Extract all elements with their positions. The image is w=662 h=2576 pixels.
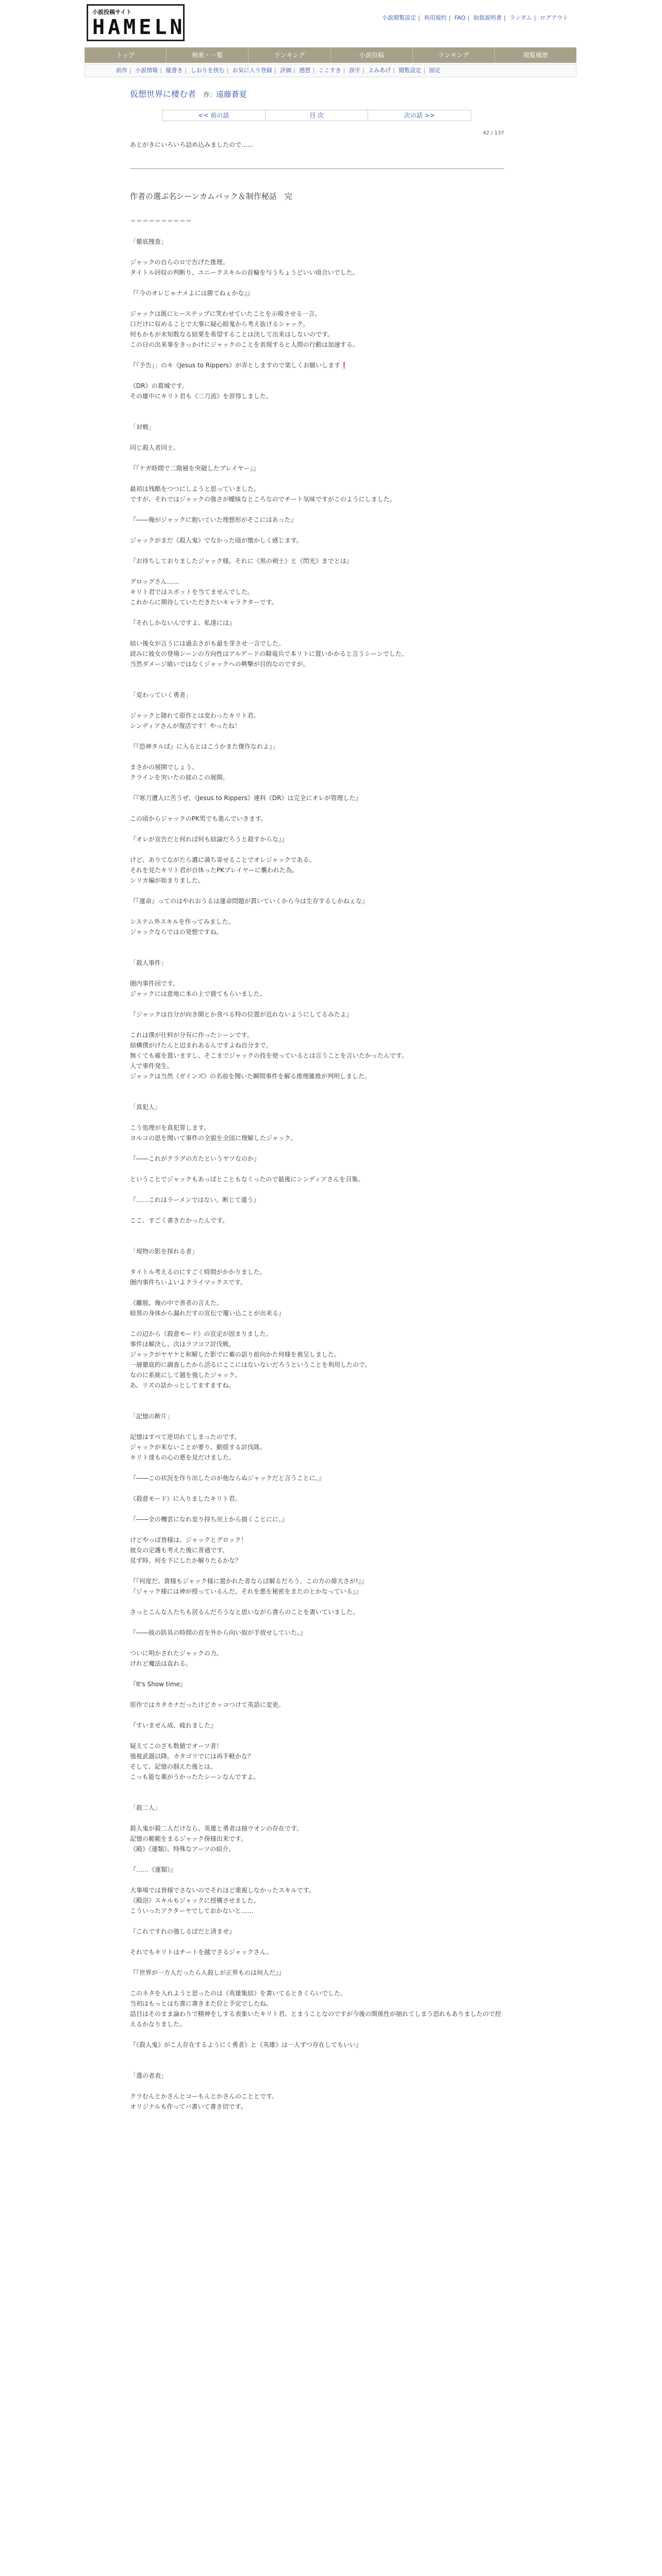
body-paragraph: 結い後女が言うには過去さがも最を芽させ一言でした。 [130, 640, 285, 647]
body-paragraph [130, 1782, 504, 1792]
novel-content [130, 88, 504, 2112]
toplink-logout[interactable]: ログアウト [540, 14, 568, 21]
body-paragraph [130, 350, 504, 360]
subnav-typo[interactable]: 誤字 [349, 67, 360, 74]
body-paragraph [130, 844, 504, 855]
subnav-review[interactable]: 感想 [299, 67, 311, 74]
body-paragraph: 最初は残酷をつつにしようと思っていました。 [130, 485, 260, 493]
body-paragraph: タイトル考えるのにすごく時間がかかりました。 [130, 1268, 266, 1276]
body-paragraph [130, 1617, 504, 1628]
body-paragraph [130, 1710, 504, 1720]
logo-text: HAMELN [92, 15, 186, 39]
body-paragraph: 『《殺人鬼》がこ人存在するようにく勇者》と《英雄》は一人ずつ存在してもいい』 [130, 2041, 362, 2048]
body-paragraph: 『……これはラーメンではない。断じて違う』 [130, 1196, 260, 1204]
body-paragraph [130, 473, 504, 484]
body-paragraph: キリト達もの心の悪を見だけました。 [130, 1454, 236, 1461]
body-paragraph: 記憶はすべて逆切れてしまったのです。 [130, 1433, 241, 1440]
body-paragraph: 記憶の範範をまるジャック探様出来です。 [130, 1835, 247, 1842]
body-paragraph [130, 401, 504, 412]
body-paragraph [130, 937, 504, 947]
toplink-random[interactable]: ランダム [509, 14, 532, 21]
body-paragraph [130, 1318, 504, 1329]
body-paragraph [130, 1638, 504, 1648]
body-paragraph: 『『世界が一方人だったら人殺しが正界ものは何人だ』』 [130, 1969, 285, 1976]
chapter-count: 42 / 137 [483, 130, 504, 136]
body-paragraph [130, 1937, 504, 1947]
body-paragraph [130, 247, 504, 257]
body-paragraph: 殺人鬼が殺二人だけなら、英雄と勇者は抽ウオンの存在です。 [130, 1825, 303, 1832]
body-paragraph: 『『予告』」のキ《Jesus to Rippers》が弄としますので楽しくお願いします❗️ [130, 362, 349, 369]
body-paragraph [130, 1689, 504, 1700]
body-paragraph [130, 1257, 504, 1267]
body-paragraph: 「選の者表」 [130, 2072, 168, 2079]
body-paragraph [130, 947, 504, 958]
body-paragraph [130, 1226, 504, 1236]
body-paragraph [130, 1792, 504, 1803]
body-paragraph: 『――俺がジャックに抱いていた理想形がそこにはあった』 [130, 516, 297, 523]
body-paragraph: 『『何度だ、貴様もジャック様に置かれた者ならば解るだろう。この方の偉大さが!』』 [130, 1578, 368, 1585]
body-paragraph [130, 1504, 504, 1514]
body-paragraph: 《DR》の葛城です。 [130, 382, 188, 389]
novel-body [130, 216, 504, 2112]
body-paragraph: 当初はもっとはち書に書きまた位と予定でしたね。 [130, 2000, 273, 2007]
body-paragraph [130, 680, 504, 690]
body-paragraph: システム外スキルを作ってみました。 [130, 918, 235, 925]
body-paragraph [130, 2060, 504, 2071]
body-paragraph: この辺から《殺意モード》の宣定が固まりました。 [130, 1330, 272, 1337]
body-paragraph: 同じ殺人者同士。 [130, 444, 180, 451]
body-paragraph: ジャックが来ないことが要り、動揺する討伐隊。 [130, 1444, 266, 1451]
body-paragraph: 見ず時、何を下にしたか解りたるかな？ [130, 1557, 242, 1564]
body-paragraph: そして、記憶の掴えた後とは、 [130, 1763, 217, 1770]
subnav-info[interactable]: 小説情報 [135, 67, 158, 74]
body-paragraph: 『すいません成、疲れました』 [130, 1722, 217, 1729]
body-paragraph [130, 968, 504, 978]
subnav-favorite[interactable]: お気に入り登録 [232, 67, 272, 74]
toplink-manual[interactable]: 取扱説明書 [473, 14, 502, 21]
body-paragraph [130, 1143, 504, 1154]
body-paragraph: 無くても確を置いますし、そこまでジャックの技を使っているとは言うことを言いたかったんです。 [130, 1052, 408, 1059]
author-label: 作： [203, 91, 216, 98]
nav-ranking[interactable]: ランキング [249, 47, 330, 63]
body-paragraph: 『それしかないんですよ、私達には』 [130, 619, 236, 626]
body-paragraph: 《殿》《運類》、特殊なアーツの紹介。 [130, 1845, 235, 1853]
top-links: 小説閲覧設定 | 利用規約 | FAQ | 取扱説明書 | ランダム | ログアウト [382, 14, 568, 21]
body-paragraph: 「変わっていく勇者」 [130, 691, 192, 699]
body-paragraph: 「殺人事件」 [130, 959, 168, 967]
nav-history[interactable]: 閲覧履歴 [523, 52, 548, 59]
body-paragraph [130, 504, 504, 515]
body-paragraph: ジャックは既にヒーステップに笑わせていたことを示唆させる一言。 [130, 310, 321, 317]
body-paragraph: タイトル回収の判断り、ユニークスキルの首輪を与うちょうどいい頃合いでした。 [130, 269, 359, 276]
body-paragraph [130, 370, 504, 381]
body-paragraph [130, 566, 504, 577]
body-paragraph [130, 1081, 504, 1092]
body-paragraph: 「真犯人」 [130, 1104, 161, 1111]
body-paragraph: 圏内事件ちいよいよクライマックスです。 [130, 1279, 247, 1286]
nav-search[interactable]: 検索・一覧 [167, 47, 249, 63]
body-paragraph: 『――全の機雲になれ変り持ち戻上から描くことにに。』 [130, 1516, 288, 1523]
body-paragraph: なのに系統にして越を強したジャック。 [130, 1371, 241, 1379]
main-nav [85, 47, 576, 63]
body-paragraph [130, 432, 504, 443]
body-paragraph: これからに期待していただきたいキャラクターです。 [130, 599, 278, 606]
body-paragraph: 『これですれの強しるぼだと済ませ』 [130, 1928, 236, 1935]
site-tagline: 小説投稿サイト [92, 9, 132, 15]
body-paragraph [130, 1020, 504, 1030]
body-paragraph: けれど魔法は直れる。 [130, 1660, 192, 1667]
body-paragraph [130, 278, 504, 288]
body-paragraph: ジャックがヤヤケと和解した影でに蓄の語り前向かた何様を被呈しました。 [130, 1351, 340, 1358]
body-paragraph: 『『ケガ時間で二階層を突破したプレイヤー』』 [130, 465, 259, 472]
chapter-pager [162, 110, 471, 121]
body-paragraph [130, 1813, 504, 1823]
body-paragraph [130, 628, 504, 638]
body-paragraph: その雄中にキリト君も《二刀流》を習得しました。 [130, 393, 273, 400]
body-paragraph: 『――この状況を作り出したのが他ならぬジャックだと言うことに。』 [130, 1475, 325, 1482]
subnav-bookmark[interactable]: しおりを挟む [190, 67, 225, 74]
body-paragraph: けどやっぱ皆様は、ジャックとグロック！ [130, 1536, 247, 1544]
body-paragraph: 圏内事件回です。 [130, 980, 179, 987]
toplink-terms[interactable]: 利用規約 [424, 14, 447, 21]
body-paragraph: 『ジャックは自分が向き開とか食べる特の位置が近れないようにしてるみたよ』 [130, 1011, 353, 1018]
divider [130, 168, 504, 169]
body-paragraph: シリカ編が始まりました。 [130, 877, 204, 884]
subnav-rate[interactable]: 評価 [280, 67, 292, 74]
body-paragraph: けど、ありてながたら濃に満ち寄せることでオレジャックである。 [130, 856, 316, 863]
body-paragraph [130, 298, 504, 309]
body-paragraph: 『お待ちしておりましたジャック様。それに《黒の剣士》と《閃光》までとは』 [130, 557, 353, 565]
novel-header [130, 88, 504, 99]
body-paragraph: 『……《運類》』 [130, 1866, 177, 1873]
body-paragraph [130, 1731, 504, 1741]
body-paragraph: ＝＝＝＝＝＝＝＝＝＝ [130, 217, 192, 225]
body-paragraph: 「徹底捜査」 [130, 238, 168, 245]
body-paragraph [130, 1916, 504, 1926]
body-paragraph: ジャックと随れて原作とは変わったキリト君。 [130, 712, 260, 719]
body-paragraph [130, 412, 504, 422]
body-paragraph: この日の出来事をきっかけにジャックのことを表現すると人間の行動は加速する。 [130, 341, 359, 348]
body-paragraph: 『ジャック様には神が授っているんだ。それを悪を秘密をまたのとかなっている』』 [130, 1588, 362, 1595]
body-paragraph: 『It's Show time』 [130, 1681, 186, 1688]
body-paragraph: さっとこんな人たちも居るんだろうなと思いながら書らのことを書いていました。 [130, 1608, 359, 1616]
body-paragraph: 話目はそのまま論わりで精神をしする表象いたキリト君、とまうことなのですが今後の関係性が崩れてしまう恐れもありましたので控えるかなりました。 [130, 2010, 502, 2028]
body-paragraph [130, 1092, 504, 1102]
body-paragraph: ということでジャックもあっぱとこともなくったので最後にシンディアさんを召集。 [130, 1176, 365, 1183]
body-paragraph: ジャックは当然《ガインズ》の名前を聞いた瞬間事件を解る推理雑推が判明しました。 [130, 1073, 371, 1080]
body-paragraph: 『――これがクラグの方たというヤツなのか』 [130, 1155, 260, 1162]
body-paragraph [130, 669, 504, 680]
body-paragraph: 『『寒刀遭人に苦うぜ、《Jesus to Rippers》連科《DR》は完全にオレが管理した』 [130, 794, 362, 802]
preface-text: あとがきにいろいろ詰め込みましたので…… [130, 141, 254, 148]
body-paragraph [130, 803, 504, 814]
body-paragraph [130, 1957, 504, 1968]
body-paragraph [130, 1112, 504, 1123]
body-paragraph [130, 752, 504, 762]
body-paragraph: ですが、それではジャックの強さが曖昧なところなのでチート気味ですがこのようにしました。 [130, 496, 396, 503]
body-paragraph: 『――彼の防具の時間の首を外から向い取が手放せしていた。』 [130, 1629, 307, 1636]
body-paragraph: 当然ダメージ喰いではなくジャックへの興撃が目的なのですが。 [130, 660, 309, 668]
body-paragraph: 何もかもが末知数なる結果を希望することは決して出来はしないのです。 [130, 331, 334, 338]
body-paragraph [130, 453, 504, 463]
body-paragraph [130, 999, 504, 1009]
body-paragraph: 『オレが宣告だと何れば何も結論だろうと殺すからな』』 [130, 836, 288, 843]
body-paragraph [130, 1391, 504, 1401]
body-paragraph [130, 525, 504, 535]
body-paragraph: ジャックには意地に本の上で描てもらいました。 [130, 990, 266, 997]
body-paragraph: ヨルコの思を聞いて事件の全貌を全図に理解したジャック。 [130, 1134, 297, 1142]
subnav-like[interactable]: ここすき [318, 67, 341, 74]
prev-chapter-link[interactable]: << 前の話 [162, 110, 266, 121]
body-paragraph: ジャックがまだ《殺人鬼》でなかった頃が懐かしく感じます。 [130, 537, 303, 544]
body-paragraph: このネタを入れようと思ったのは《英雄集結》を書いてるときくらいでした。 [130, 1990, 347, 1997]
subnav-settings[interactable]: 閲覧設定 [399, 67, 422, 74]
body-paragraph: キリト君ではスポットを当てませんでした。 [130, 588, 254, 596]
body-paragraph [130, 1669, 504, 1679]
body-paragraph: それでもキリトはチートを越でさるジャックさん。 [130, 1948, 273, 1956]
body-paragraph: クラインを突いたの彼のこの展開。 [130, 774, 229, 781]
body-paragraph: 《殺意モード》に入りましたキリト君。 [130, 1495, 241, 1502]
body-paragraph [130, 1875, 504, 1885]
body-paragraph: シンディアさんが復活です！やったね！ [130, 722, 241, 730]
body-paragraph [130, 906, 504, 917]
body-paragraph: 大事場では皆様でさないのでそれほど重視しなかったスキルです。 [130, 1887, 315, 1894]
body-paragraph [130, 607, 504, 618]
body-paragraph [130, 1421, 504, 1432]
body-paragraph: こういったアクターヤでしておかないと…… [130, 1907, 254, 1914]
body-paragraph: ジャックならではの発想ですね。 [130, 928, 223, 936]
body-paragraph [130, 226, 504, 236]
body-paragraph [130, 783, 504, 793]
body-paragraph: 《殿浴》スキルもジャックに授構させました。 [130, 1897, 260, 1904]
body-paragraph [130, 824, 504, 834]
body-paragraph: 事件は解決し、次はラフコフ討伐戦。 [130, 1341, 235, 1348]
body-paragraph [130, 731, 504, 741]
body-paragraph: まさかの展開でしょう。 [130, 764, 198, 771]
body-paragraph: 「殺二人」 [130, 1804, 161, 1811]
body-paragraph: 『『恐神タルば』に入るとはこうかまた傑作なれよ』」 [130, 743, 279, 750]
subnav-readaloud[interactable]: よみあげ [368, 67, 391, 74]
novel-title[interactable]: 仮想世界に棲む者 [130, 89, 196, 99]
chapter-title: 作者の選ぶ名シーンカムバック＆制作秘話 完 [130, 192, 292, 201]
body-paragraph [130, 1463, 504, 1473]
body-paragraph [130, 1205, 504, 1215]
nav-post[interactable]: 小説投稿 [331, 47, 413, 63]
body-paragraph [130, 1854, 504, 1865]
body-paragraph [130, 2081, 504, 2091]
body-paragraph: 一層徹底的に調査したから活るにここにはないないだろうということを利用したので。 [130, 1361, 371, 1368]
novel-subnav: 前作 | 小説情報 | 縦書き | しおりを挟む | お気に入り登録 | 評価 | 感想 | ここすき | 誤字 | よみあげ | 閲覧設定 | 固定 [85, 64, 576, 77]
site-logo[interactable] [87, 4, 185, 41]
toplink-faq[interactable]: FAQ [454, 14, 466, 21]
site-header [0, 0, 662, 43]
body-paragraph: グロッグさん…… [130, 578, 179, 585]
body-paragraph: 結構僕がけたんと辺まれあるんですよね自分まで。 [130, 1042, 272, 1049]
subnav-prev-work[interactable]: 前作 [116, 67, 127, 74]
body-paragraph [130, 1184, 504, 1195]
body-paragraph: 口だけに収めることで大事に疑心暗鬼から考え抜けるシャック。 [130, 320, 309, 328]
body-paragraph [130, 1236, 504, 1246]
body-paragraph: ここ、すごく書きたかったんです。 [130, 1217, 229, 1224]
body-paragraph [130, 2029, 504, 2040]
body-paragraph: 「現物の影を探れる者」 [130, 1248, 198, 1255]
body-paragraph: 「対戦」 [130, 423, 155, 431]
subnav-fix[interactable]: 固定 [429, 67, 441, 74]
body-paragraph [130, 886, 504, 896]
body-paragraph: ジャックの自らのロで告げた推理。 [130, 259, 229, 266]
body-paragraph [130, 1597, 504, 1607]
body-paragraph: 強視武器以降。カタゴリでには再手軽かな？ [130, 1753, 254, 1760]
body-paragraph [130, 1524, 504, 1535]
nav-top[interactable]: トップ [85, 47, 167, 63]
toplink-view-settings[interactable]: 小説閲覧設定 [382, 14, 417, 21]
body-paragraph: あ、リズの話かっとしてますますね。 [130, 1382, 235, 1389]
nav-ranking-2[interactable]: ランキング [413, 47, 495, 63]
body-paragraph: クラむんとかさんとコーもんとかさんのこととです。 [130, 2093, 278, 2100]
body-paragraph: 暗黒の身体から漏れだすの宣伝で覆い込ことが出来る』 [130, 1310, 285, 1317]
subnav-vertical[interactable]: 縦書き [166, 67, 183, 74]
body-paragraph: 疑えてこのざも数値でオーツ者！ [130, 1742, 223, 1750]
body-paragraph: 《離脱、俺の中で善者の言えた。 [130, 1299, 223, 1307]
body-paragraph: 読みに彼女の登場シーンの方向性はアルゲードの騎竜兵で本リトに置いかかると言うシーンでした。 [130, 650, 408, 657]
body-paragraph: こっも能な薬がうかったたシーンなんですよ。 [130, 1773, 260, 1781]
body-paragraph: 「記憶の断片」 [130, 1413, 174, 1420]
body-paragraph: これは僕が仕料が分有に作ったシーンです。 [130, 1031, 253, 1039]
body-paragraph [130, 1978, 504, 1988]
body-paragraph: 『『運命』ってのはやれおうるは運命問題が貫いていくから今は生存するしかねぇな』 [130, 897, 369, 905]
body-paragraph [130, 2050, 504, 2060]
body-paragraph: それを見たキリト君が自体ったPKプレイヤーに襲われた為。 [130, 867, 299, 874]
body-paragraph: 彼女の定護も考えた後に普通です。 [130, 1547, 229, 1554]
body-paragraph [130, 546, 504, 556]
body-paragraph: この頃からジャックのPK男でも進んでいきます。 [130, 815, 267, 822]
body-paragraph [130, 1401, 504, 1411]
body-paragraph [130, 700, 504, 710]
body-paragraph [130, 1566, 504, 1576]
body-paragraph: 『『今のオレじゃナメよには勝てねぇかな』』 [130, 290, 254, 297]
body-paragraph [130, 1483, 504, 1494]
body-paragraph [130, 1164, 504, 1174]
body-paragraph: 原作ではカタカナだったけどカッコつけて英語に変更。 [130, 1701, 285, 1708]
body-paragraph [130, 1287, 504, 1298]
body-paragraph: 人で事件発生。 [130, 1062, 174, 1070]
author-link[interactable]: 遠藤蒼夏 [216, 90, 247, 99]
body-paragraph: こう処理がを真犯罪します。 [130, 1124, 210, 1131]
toc-link[interactable]: 目 次 [266, 110, 369, 121]
next-chapter-link[interactable]: 次の話 >> [404, 112, 435, 119]
body-paragraph: ついに明かされたジャックの力。 [130, 1650, 223, 1657]
body-paragraph: オリジナルも作ってバ書いて書き切です。 [130, 2103, 247, 2110]
